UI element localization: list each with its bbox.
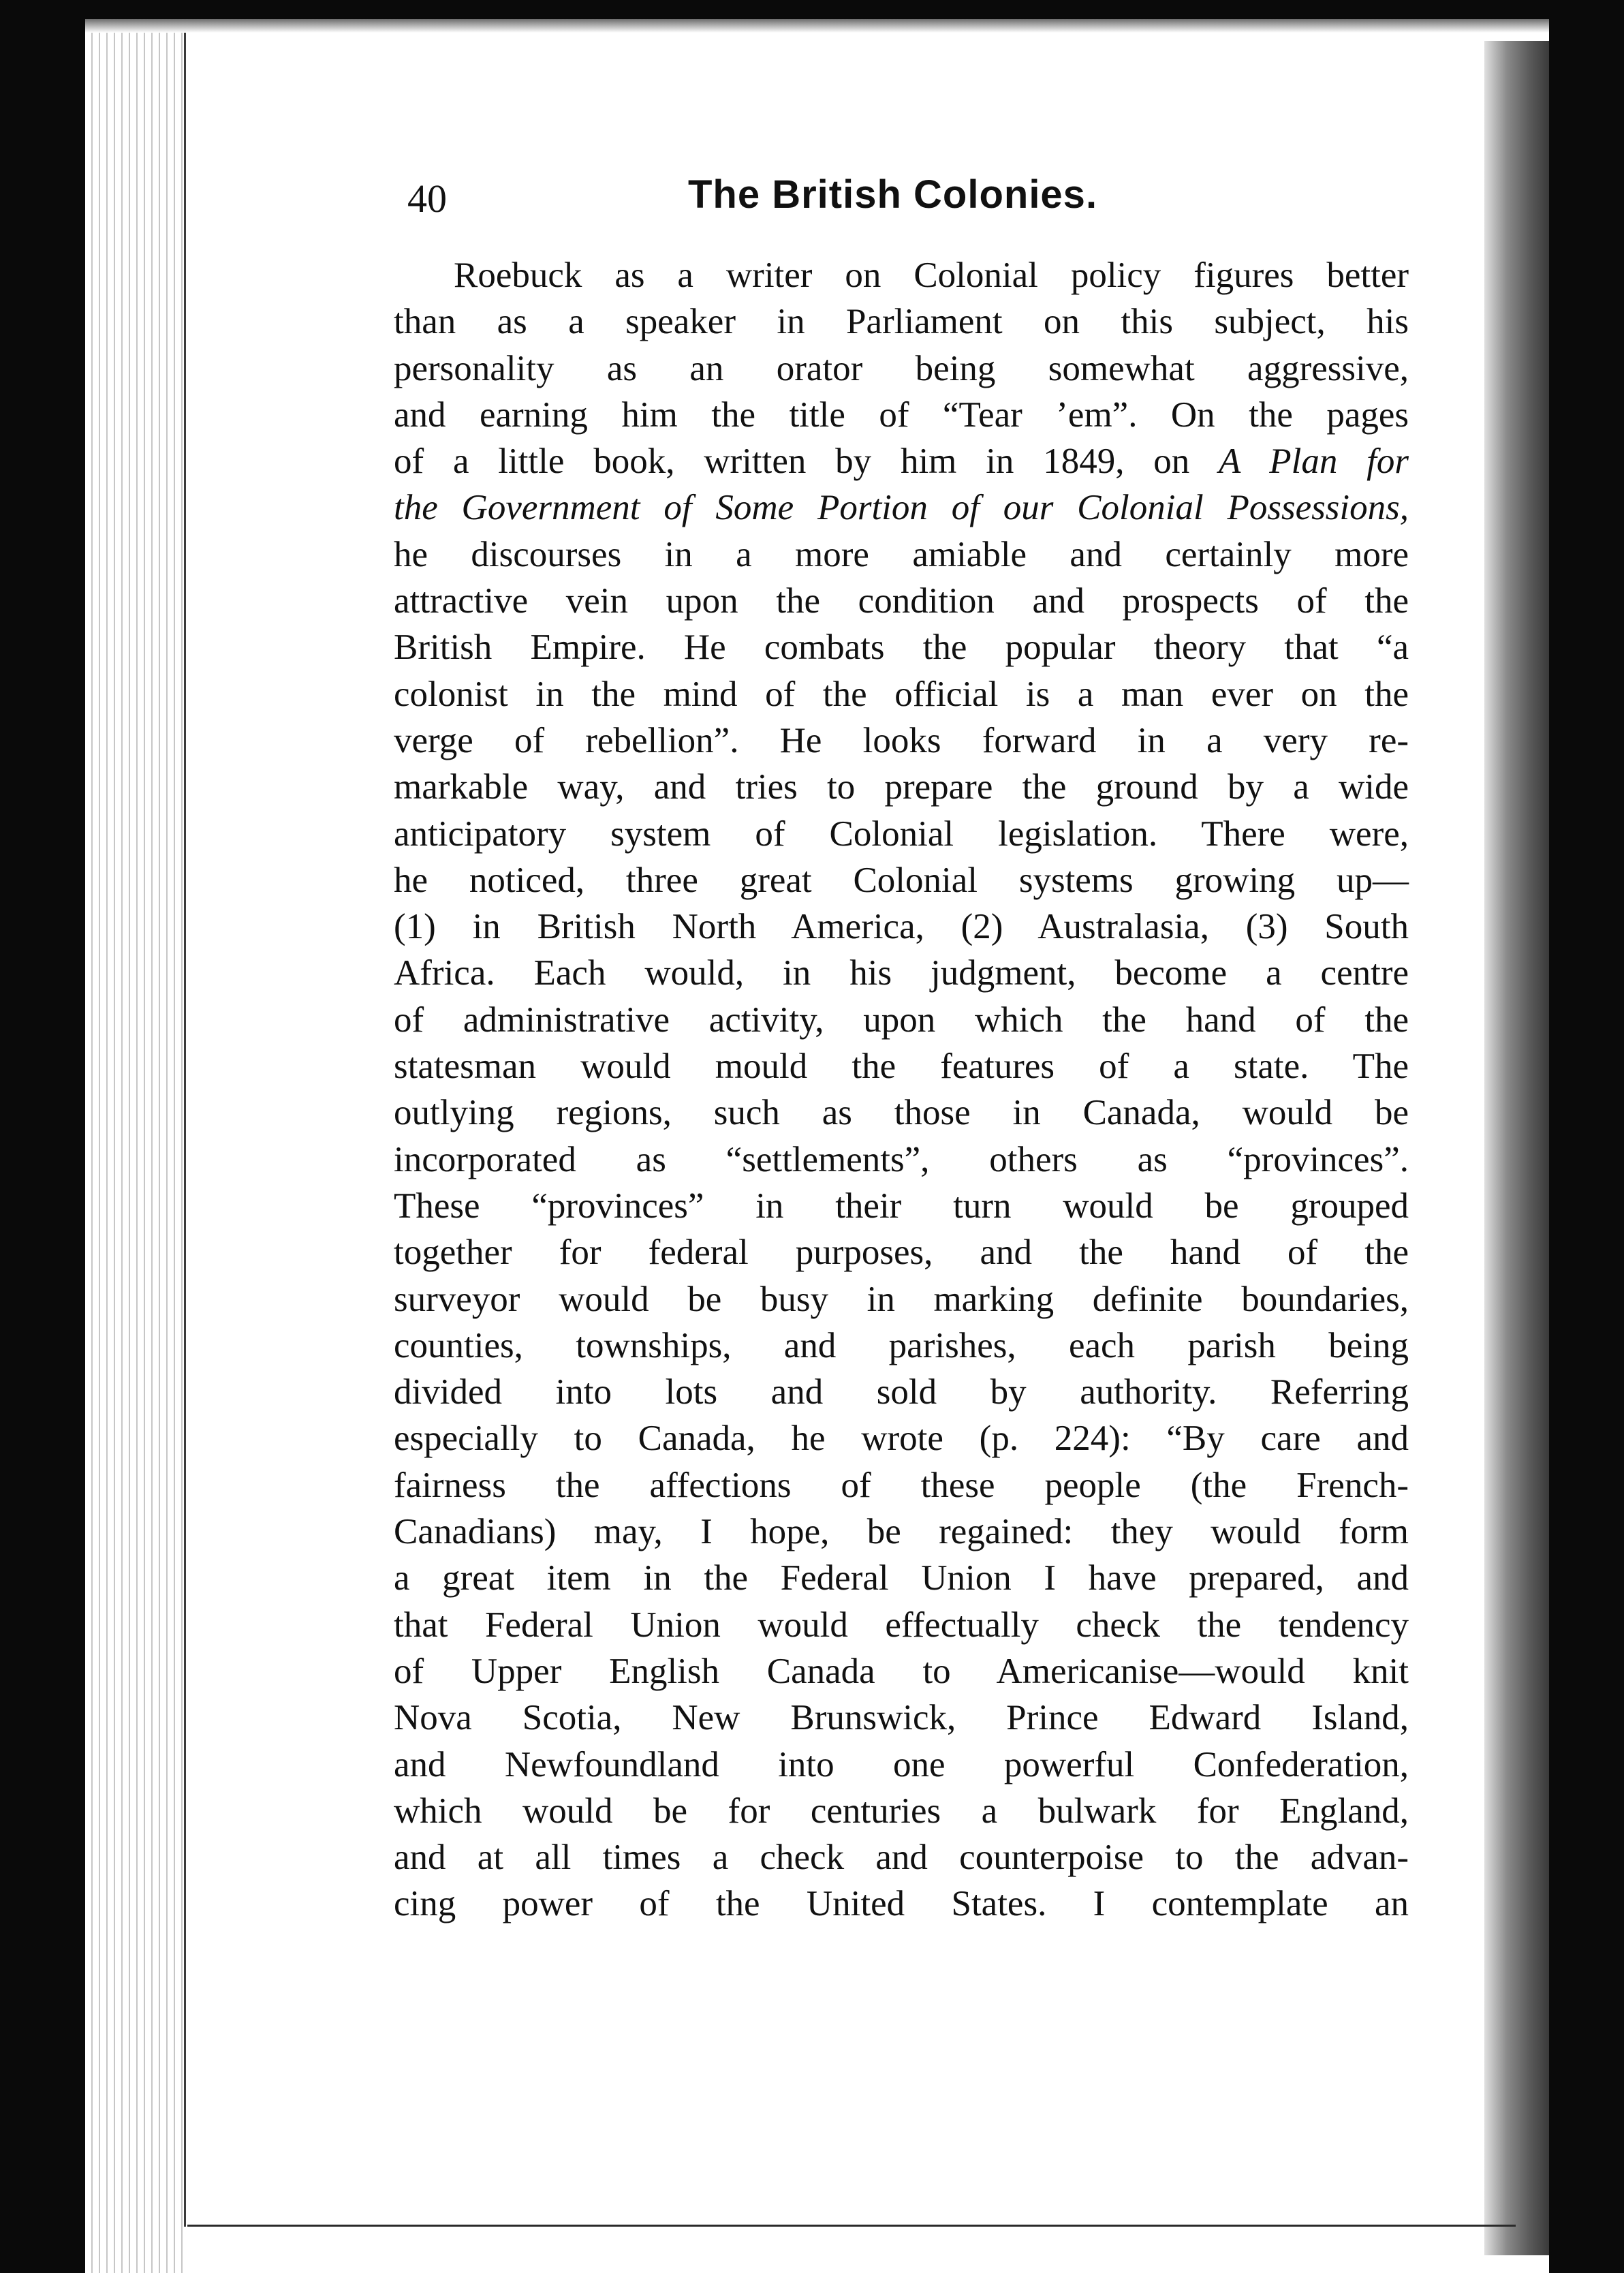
scan-left-border: [0, 0, 85, 2273]
text-line: Africa. Each would, in his judgment, become a centre: [394, 953, 1409, 993]
text-line: counties, townships, and parishes, each parish being: [394, 1325, 1409, 1365]
book-page-edges-right: [1484, 41, 1549, 2255]
running-head: The British Colonies.: [688, 172, 1098, 217]
text-line: These “provinces” in their turn would be grouped: [394, 1186, 1409, 1226]
text-line: Canadians) may, I hope, be regained: they would form: [394, 1512, 1409, 1552]
text-line: surveyor would be busy in marking definite boundaries,: [394, 1279, 1409, 1319]
page-number: 40: [407, 176, 447, 221]
text-line: incorporated as “settlements”, others as “provinces”.: [394, 1139, 1409, 1179]
text-line: which would be for centuries a bulwark for England,: [394, 1791, 1409, 1831]
text-line: personality as an orator being somewhat aggressive,: [394, 348, 1409, 388]
text-line: divided into lots and sold by authority. Referring: [394, 1372, 1409, 1412]
text-line: a great item in the Federal Union I have prepared, and: [394, 1558, 1409, 1598]
text-line: especially to Canada, he wrote (p. 224): “By care and: [394, 1419, 1409, 1459]
text-line: of a little book, written by him in 1849, on A Plan for: [394, 442, 1409, 482]
text-line: he discourses in a more amiable and certainly more: [394, 534, 1409, 574]
text-line: and earning him the title of “Tear ’em”. On the pages: [394, 395, 1409, 435]
text-line: and Newfoundland into one powerful Confederation,: [394, 1744, 1409, 1784]
text-line: of Upper English Canada to Americanise—would knit: [394, 1651, 1409, 1691]
text-line: markable way, and tries to prepare the ground by a wide: [394, 767, 1409, 807]
text-line: of administrative activity, upon which the hand of the: [394, 1000, 1409, 1040]
text-line: the Government of Some Portion of our Colonial Possessions,: [394, 488, 1409, 528]
text-line: Roebuck as a writer on Colonial policy figures better: [454, 256, 1409, 295]
text-line: (1) in British North America, (2) Australasia, (3) South: [394, 907, 1409, 947]
body-text: [394, 252, 1409, 1928]
text-line: cing power of the United States. I contemplate an: [394, 1884, 1409, 1924]
text-line: that Federal Union would effectually check the tendency: [394, 1605, 1409, 1645]
text-line: he noticed, three great Colonial systems growing up—: [394, 860, 1409, 900]
page-bottom-edge: [187, 2225, 1516, 2227]
text-line: attractive vein upon the condition and prospects of the: [394, 581, 1409, 621]
text-line: together for federal purposes, and the hand of the: [394, 1233, 1409, 1273]
text-line: colonist in the mind of the official is a man ever on the: [394, 674, 1409, 714]
text-line: verge of rebellion”. He looks forward in a very re-: [394, 720, 1409, 760]
text-line: British Empire. He combats the popular theory that “a: [394, 628, 1409, 668]
text-line: outlying regions, such as those in Canada, would be: [394, 1093, 1409, 1133]
text-line: Nova Scotia, New Brunswick, Prince Edward Island,: [394, 1698, 1409, 1738]
scan-right-border: [1549, 0, 1624, 2273]
text-line: anticipatory system of Colonial legislation. There were,: [394, 814, 1409, 854]
page-top-shadow: [85, 19, 1550, 33]
scan-top-border: [0, 0, 1624, 19]
page-left-edge: [184, 33, 186, 2227]
text-line: and at all times a check and counterpoise to the advan-: [394, 1838, 1409, 1878]
text-line: statesman would mould the features of a state. The: [394, 1047, 1409, 1087]
text-line: fairness the affections of these people (the French-: [394, 1465, 1409, 1505]
text-line: than as a speaker in Parliament on this subject, his: [394, 302, 1409, 342]
book-page-edges-left: [85, 0, 187, 2273]
